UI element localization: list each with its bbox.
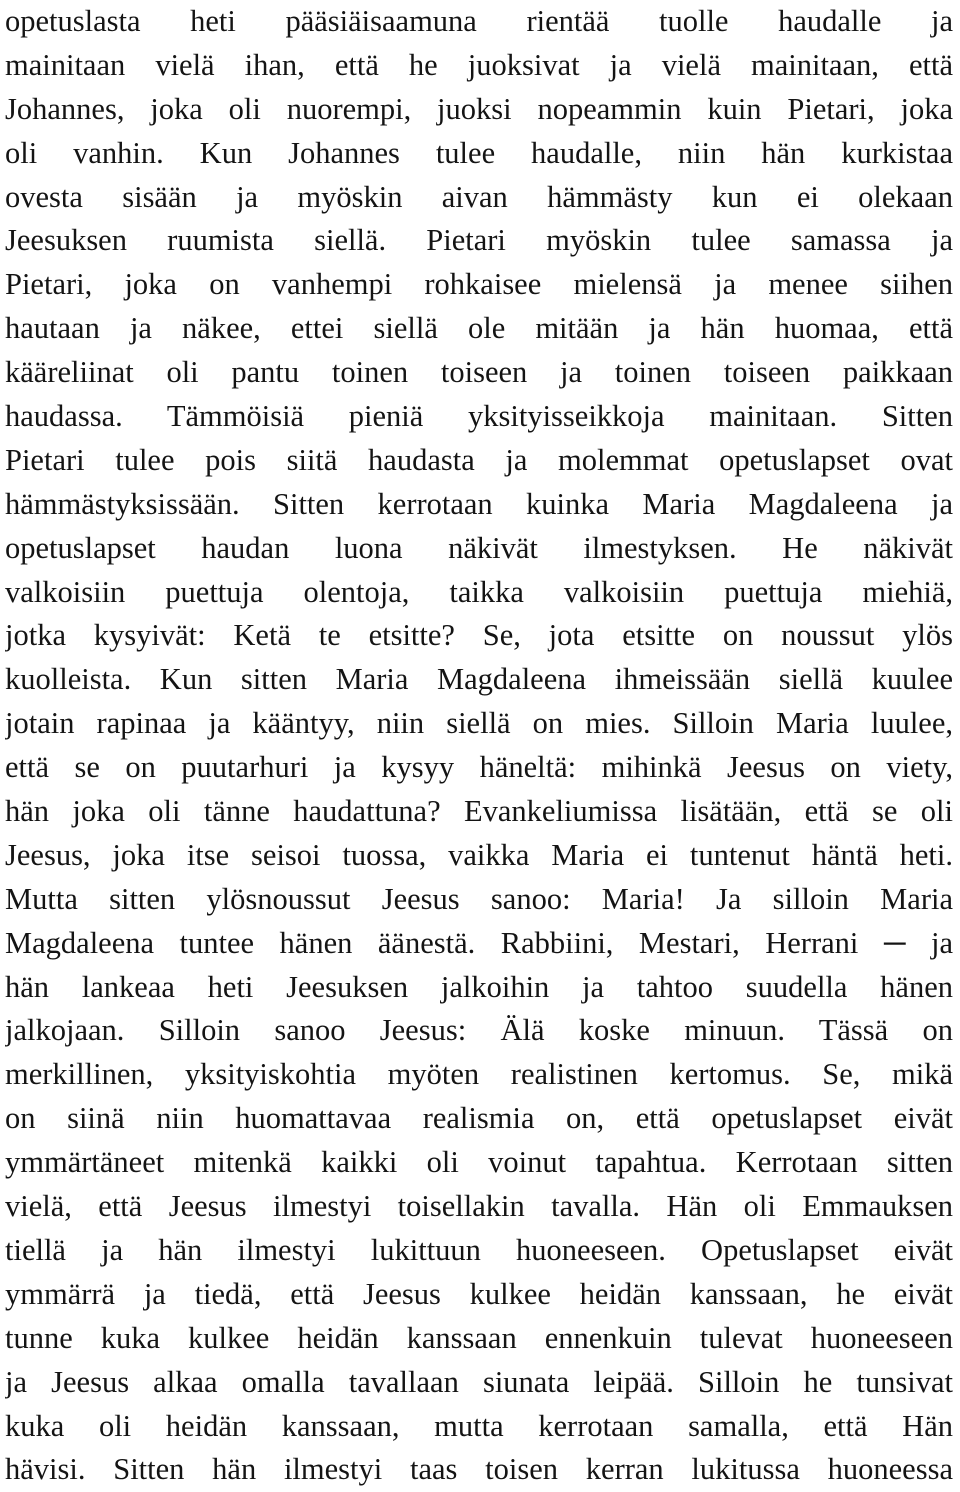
text-line: Mutta sitten ylösnoussut Jeesus sanoo: Maria! Ja silloin Maria — [5, 881, 953, 916]
text-line: kuka oli heidän kanssaan, mutta kerrotaan samalla, että Hän — [5, 1408, 953, 1443]
text-line: ovesta sisään ja myöskin aivan hämmästy kun ei olekaan — [5, 179, 953, 214]
text-line: hän lankeaa heti Jeesuksen jalkoihin ja tahtoo suudella hänen — [5, 969, 953, 1004]
text-line: jotain rapinaa ja kääntyy, niin siellä on mies. Silloin Maria luulee, — [5, 706, 953, 741]
text-line: tiellä ja hän ilmestyi lukittuun huoneeseen. Opetuslapset eivät — [5, 1232, 953, 1267]
text-line: haudassa. Tämmöisiä pieniä yksityisseikkoja mainitaan. Sitten — [5, 399, 953, 434]
text-line: Pietari, joka on vanhempi rohkaisee mielensä ja menee siihen — [5, 267, 953, 302]
text-line: kääreliinat oli pantu toinen toiseen ja toinen toiseen paikkaan — [5, 355, 953, 390]
text-line: mainitaan vielä ihan, että he juoksivat ja vielä mainitaan, että — [5, 47, 953, 82]
text-line: Pietari tulee pois siitä haudasta ja molemmat opetuslapset ovat — [5, 442, 953, 477]
text-line: hämmästyksissään. Sitten kerrotaan kuinka Maria Magdaleena ja — [5, 486, 953, 521]
text-line: ja Jeesus alkaa omalla tavallaan siunata leipää. Silloin he tunsivat — [5, 1364, 953, 1399]
text-line: vielä, että Jeesus ilmestyi toisellakin tavalla. Hän oli Emmauksen — [5, 1189, 953, 1224]
text-line: on siinä niin huomattavaa realismia on, että opetuslapset eivät — [5, 1101, 953, 1136]
text-line: jalkojaan. Silloin sanoo Jeesus: Älä koske minuun. Tässä on — [5, 1013, 953, 1048]
text-line: opetuslapset haudan luona näkivät ilmestyksen. He näkivät — [5, 530, 953, 565]
text-line: hävisi. Sitten hän ilmestyi taas toisen kerran lukitussa huoneessa — [5, 1452, 953, 1487]
text-line: oli vanhin. Kun Johannes tulee haudalle, niin hän kurkistaa — [5, 135, 953, 170]
text-line: merkillinen, yksityiskohtia myöten realistinen kertomus. Se, mikä — [5, 1057, 953, 1092]
text-line: ymmärtäneet mitenkä kaikki oli voinut tapahtua. Kerrotaan sitten — [5, 1145, 953, 1180]
text-line: valkoisiin puettuja olentoja, taikka valkoisiin puettuja miehiä, — [5, 574, 953, 609]
text-line: ymmärrä ja tiedä, että Jeesus kulkee heidän kanssaan, he eivät — [5, 1276, 953, 1311]
text-line: Magdaleena tuntee hänen äänestä. Rabbiini, Mestari, Herrani ─ ja — [5, 925, 953, 960]
document-page — [5, 0, 953, 1492]
text-line: hautaan ja näkee, ettei siellä ole mitään ja hän huomaa, että — [5, 311, 953, 346]
text-line: Johannes, joka oli nuorempi, juoksi nopeammin kuin Pietari, joka — [5, 91, 953, 126]
text-line: Jeesuksen ruumista siellä. Pietari myöskin tulee samassa ja — [5, 223, 953, 258]
text-line: hän joka oli tänne haudattuna? Evankeliumissa lisätään, että se oli — [5, 794, 953, 829]
text-line: jotka kysyivät: Ketä te etsitte? Se, jota etsitte on noussut ylös — [5, 618, 953, 653]
text-line: Jeesus, joka itse seisoi tuossa, vaikka Maria ei tuntenut häntä heti. — [5, 837, 953, 872]
text-line: tunne kuka kulkee heidän kanssaan ennenkuin tulevat huoneeseen — [5, 1320, 953, 1355]
text-line: että se on puutarhuri ja kysyy häneltä: mihinkä Jeesus on viety, — [5, 750, 953, 785]
text-line: kuolleista. Kun sitten Maria Magdaleena ihmeissään siellä kuulee — [5, 662, 953, 697]
text-line: opetuslasta heti pääsiäisaamuna rientää tuolle haudalle ja — [5, 4, 953, 38]
